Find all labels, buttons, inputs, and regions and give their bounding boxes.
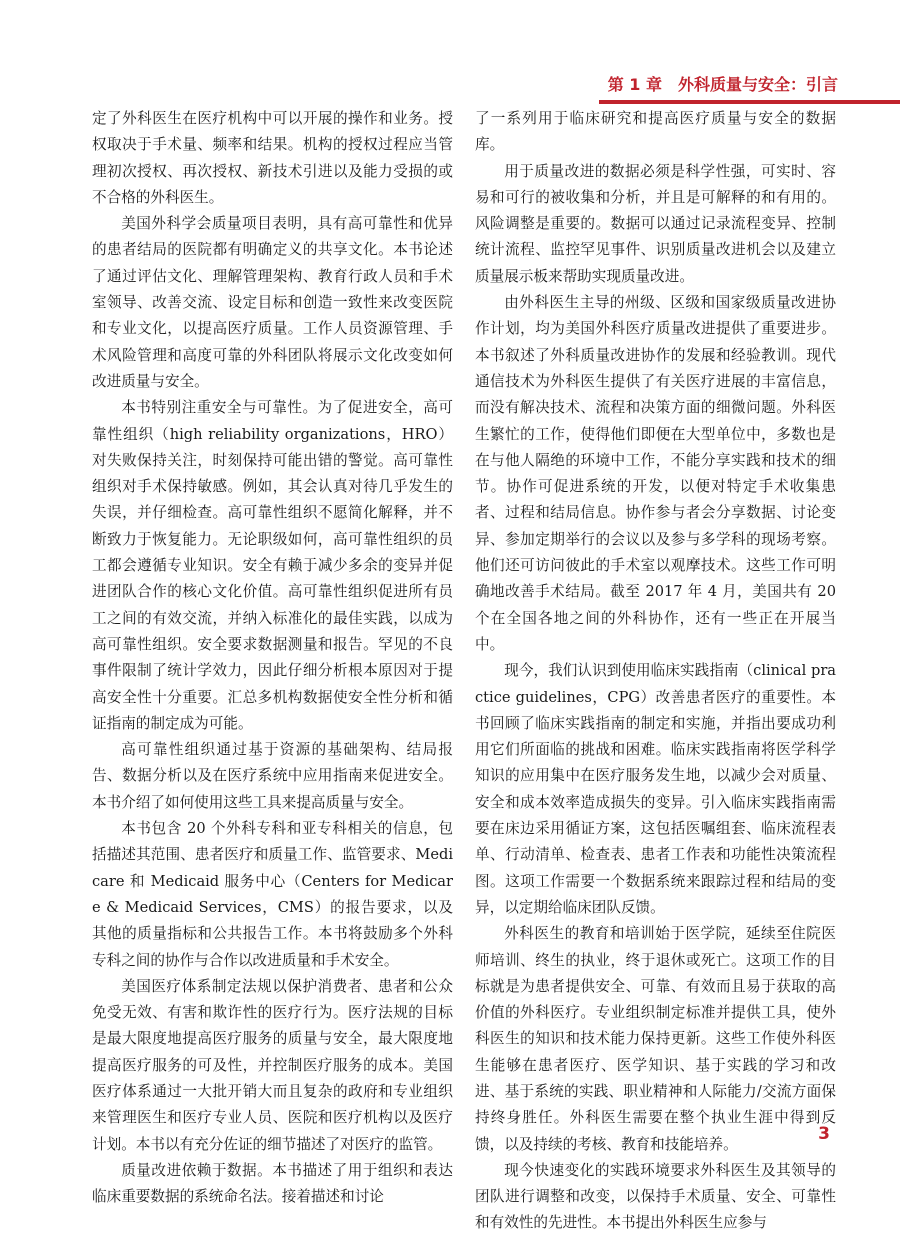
paragraph: 用于质量改进的数据必须是科学性强，可实时、容易和可行的被收集和分析，并且是可解释的和有用的。风险调整是重要的。数据可以通过记录流程变异、控制统计流程、监控罕见事件、识别质量改进机会以及建立质量展示板来帮助实现质量改进。 [475, 162, 836, 285]
paragraph: 高可靠性组织通过基于资源的基础架构、结局报告、数据分析以及在医疗系统中应用指南来促进安全。本书介绍了如何使用这些工具来提高质量与安全。 [92, 741, 453, 811]
left-column [92, 106, 453, 1210]
paragraph: 定了外科医生在医疗机构中可以开展的操作和业务。授权取决于手术量、频率和结果。机构的授权过程应当管理初次授权、再次授权、新技术引进以及能力受损的或不合格的外科医生。 [92, 110, 453, 206]
paragraph: 质量改进依赖于数据。本书描述了用于组织和表达临床重要数据的系统命名法。接着描述和讨论 [92, 1161, 453, 1206]
paragraph: 了一系列用于临床研究和提高医疗质量与安全的数据库。 [475, 110, 836, 154]
paragraph: 本书特别注重安全与可靠性。为了促进安全，高可靠性组织（high reliability organizations，HRO）对失败保持关注，时刻保持可能出错的警觉。高可靠性组织对手术保持敏感。例如，其会认真对待几乎发生的失误，并仔细检查。高可靠性组织不愿简化解释，并不断致力于恢复能力。无论职级如何，高可靠性组织的员工都会遵循专业知识。安全有赖于减少多余的变异并促进团队合作的核心文化价值。高可靠性组织促进所有员工之间的有效交流，并纳入标准化的最佳实践，以成为高可靠性组织。安全要求数据测量和报告。罕见的不良事件限制了统计学效力，因此仔细分析根本原因对于提高安全性十分重要。汇总多机构数据使安全性分析和循证指南的制定成为可能。 [92, 399, 453, 732]
running-header [0, 72, 900, 100]
paragraph: 美国医疗体系制定法规以保护消费者、患者和公众免受无效、有害和欺诈性的医疗行为。医疗法规的目标是最大限度地提高医疗服务的质量与安全，最大限度地提高医疗服务的可及性，并控制医疗服务的成本。美国医疗体系通过一大批开销大而且复杂的政府和专业组织来管理医生和医疗专业人员、医院和医疗机构以及医疗计划。本书以有充分佐证的细节描述了对医疗的监管。 [92, 977, 453, 1153]
right-column [475, 106, 836, 1237]
chapter-title: 第 1 章 外科质量与安全：引言 [607, 75, 838, 94]
paragraph: 外科医生的教育和培训始于医学院，延续至住院医师培训、终生的执业，终于退休或死亡。这项工作的目标就是为患者提供安全、可靠、有效而且易于获取的高价值的外科医疗。专业组织制定标准并提供工具，使外科医生的知识和技术能力保持更新。这些工作使外科医生能够在患者医疗、医学知识、基于实践的学习和改进、基于系统的实践、职业精神和人际能力/交流方面保持终身胜任。外科医生需要在整个执业生涯中得到反馈，以及持续的考核、教育和技能培养。 [475, 925, 836, 1153]
paragraph: 现今快速变化的实践环境要求外科医生及其领导的团队进行调整和改变，以保持手术质量、安全、可靠性和有效性的先进性。本书提出外科医生应参与 [475, 1161, 836, 1232]
paragraph: 由外科医生主导的州级、区级和国家级质量改进协作计划，均为美国外科医疗质量改进提供了重要进步。本书叙述了外科质量改进协作的发展和经验教训。现代通信技术为外科医生提供了有关医疗进展的丰富信息，而没有解决技术、流程和决策方面的细微问题。外科医生繁忙的工作，使得他们即便在大型单位中，多数也是在与他人隔绝的环境中工作，不能分享实践和技术的细节。协作可促进系统的开发，以便对特定手术收集患者、过程和结局信息。协作参与者会分享数据、讨论变异、参加定期举行的会议以及参与多学科的现场考察。他们还可访问彼此的手术室以观摩技术。这些工作可明确地改善手术结局。截至 2017 年 4 月，美国共有 20 个在全国各地之间的外科协作，还有一些正在开展当中。 [475, 294, 836, 653]
paragraph: 本书包含 20 个外科专科和亚专科相关的信息，包括描述其范围、患者医疗和质量工作、监管要求、Medicare 和 Medicaid 服务中心（Centers for Medicare & Medicaid Services，CMS）的报告要求，以及其他的质量指标和公共报告工作。本书将鼓励多个外科专科之间的协作与合作以改进质量和手术安全。 [92, 820, 453, 969]
header-rule [599, 100, 900, 104]
page-number: 3 [818, 1124, 830, 1144]
paragraph: 现今，我们认识到使用临床实践指南（clinical practice guidelines，CPG）改善患者医疗的重要性。本书回顾了临床实践指南的制定和实施，并指出要成功利用它们所面临的挑战和困难。临床实践指南将医学科学知识的应用集中在医疗服务发生地，以减少会对质量、安全和成本效率造成损失的变异。引入临床实践指南需要在床边采用循证方案，这包括医嘱组套、临床流程表单、行动清单、检查表、患者工作表和功能性决策流程图。这项工作需要一个数据系统来跟踪过程和结局的变异，以定期给临床团队反馈。 [475, 662, 836, 916]
paragraph: 美国外科学会质量项目表明，具有高可靠性和优异的患者结局的医院都有明确定义的共享文化。本书论述了通过评估文化、理解管理架构、教育行政人员和手术室领导、改善交流、设定目标和创造一致性来改变医院和专业文化，以提高医疗质量。工作人员资源管理、手术风险管理和高度可靠的外科团队将展示文化改变如何改进质量与安全。 [92, 215, 453, 390]
